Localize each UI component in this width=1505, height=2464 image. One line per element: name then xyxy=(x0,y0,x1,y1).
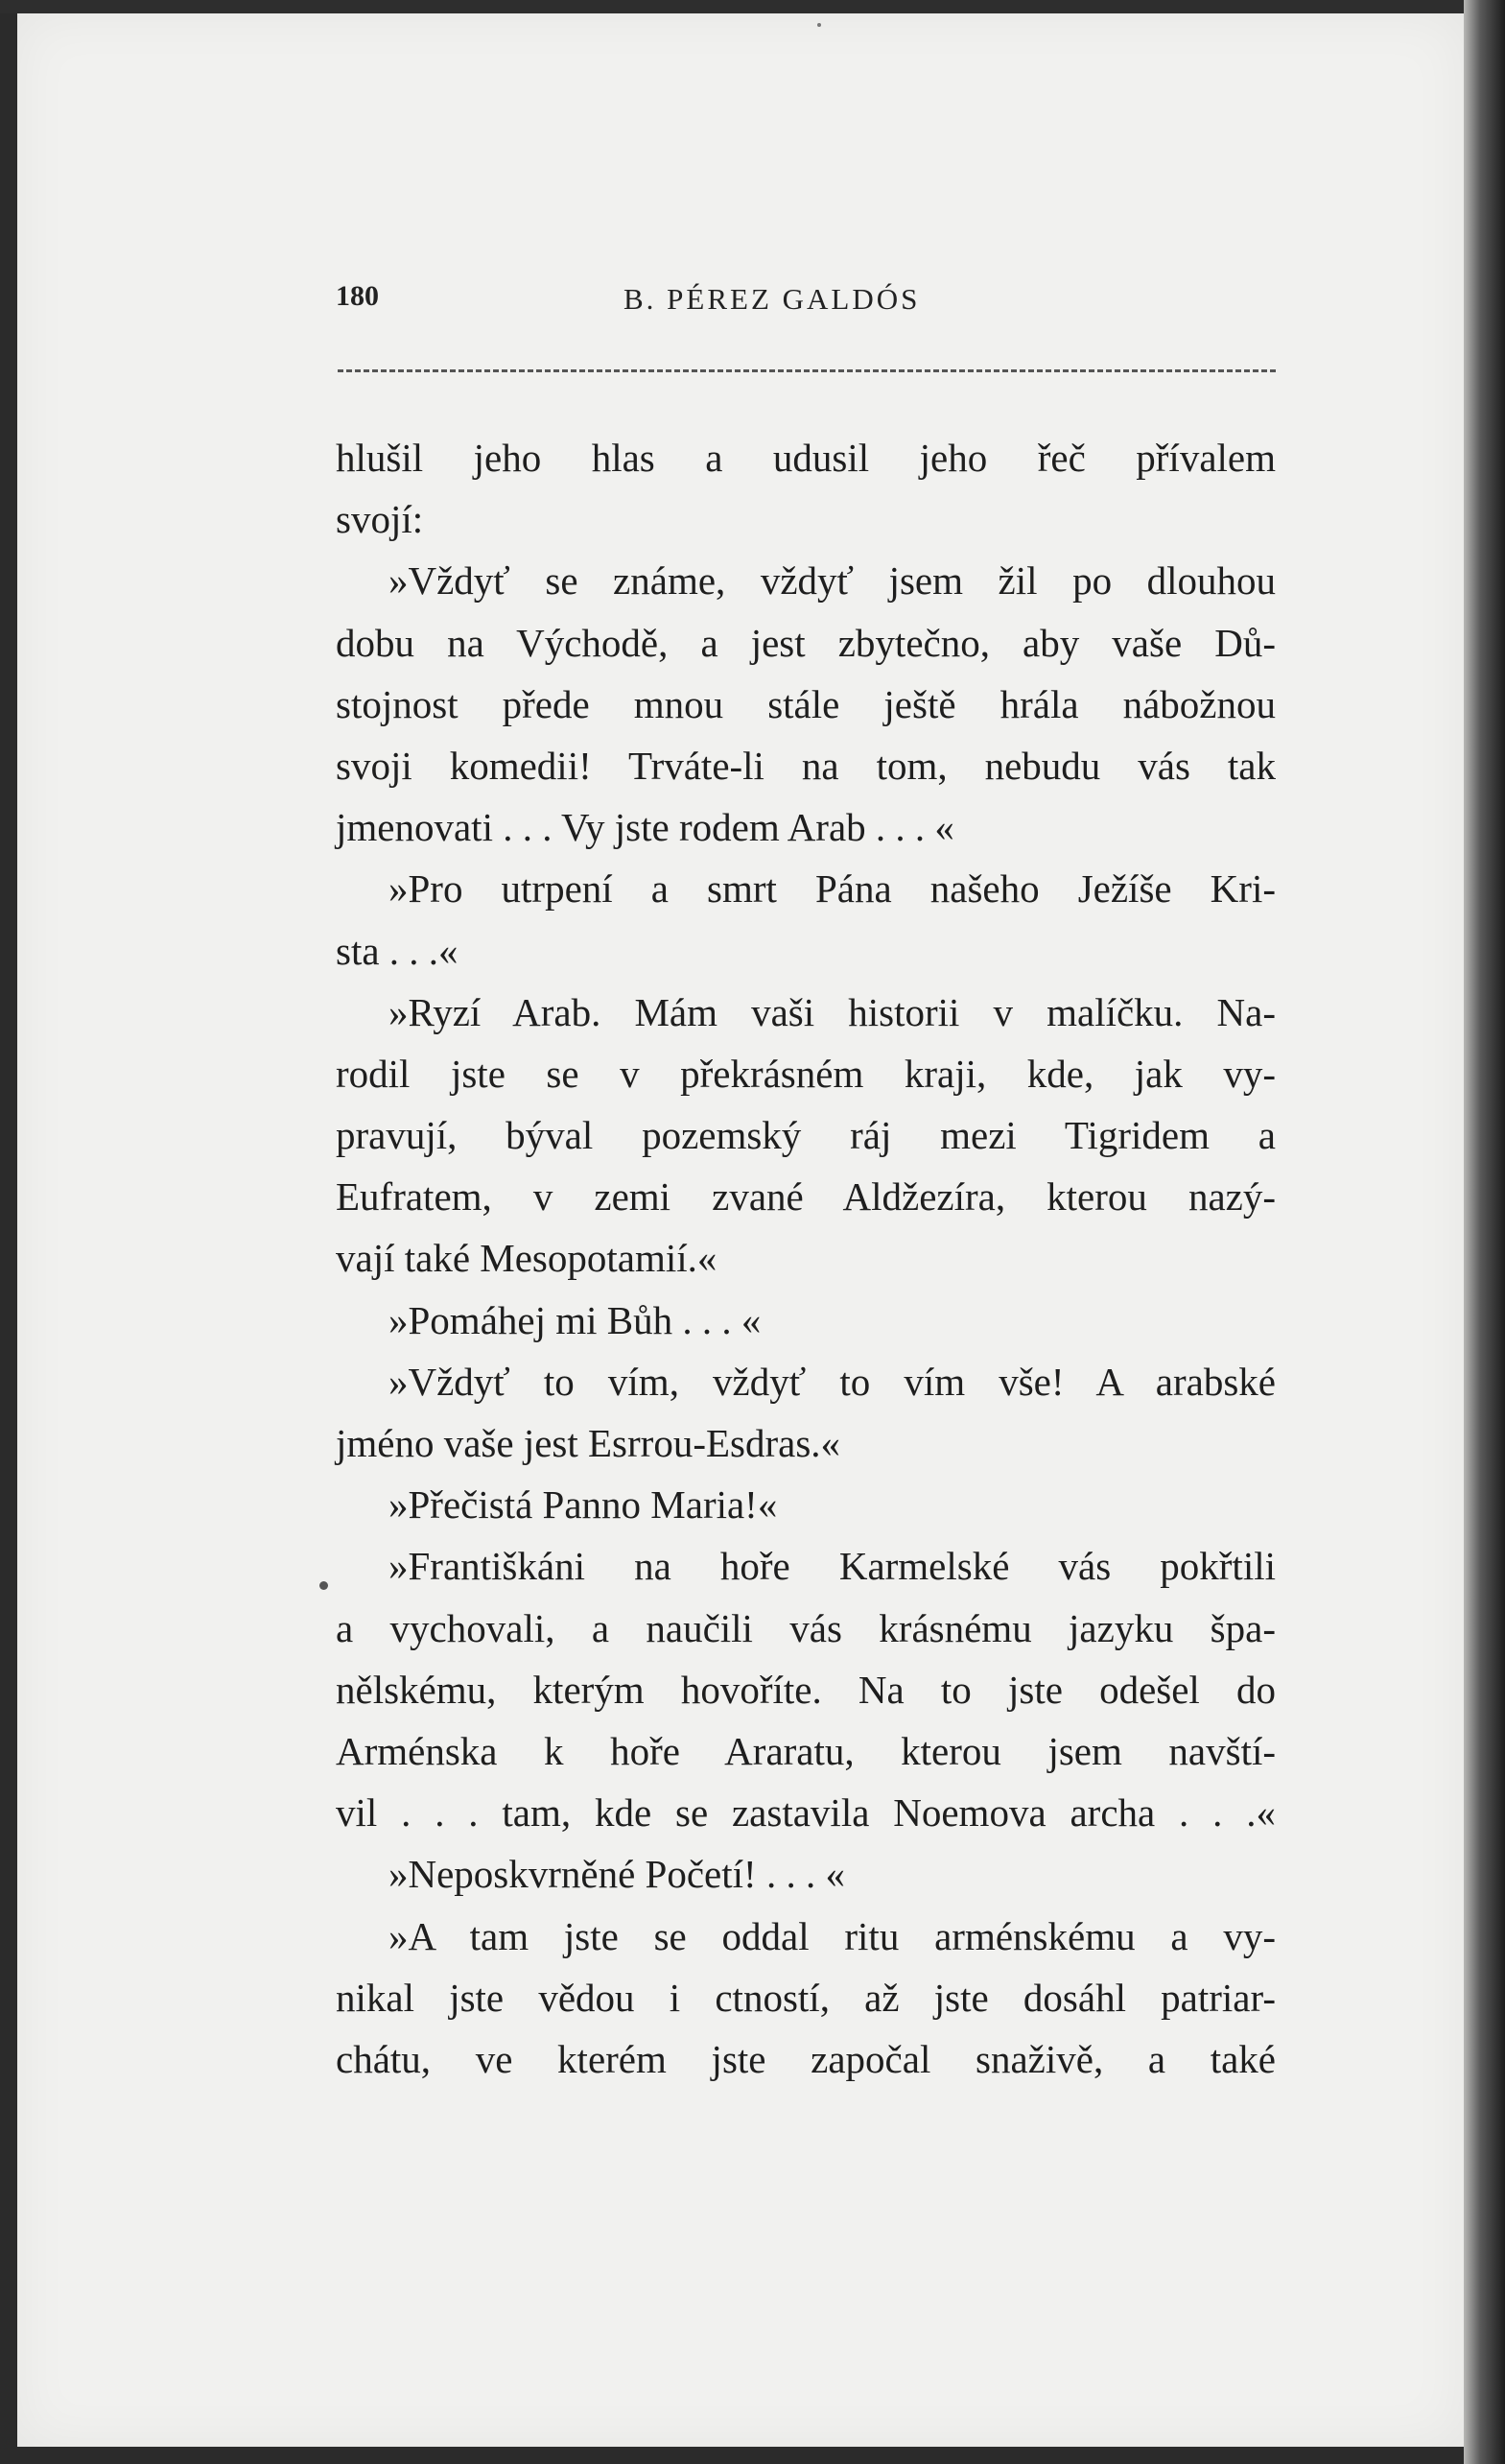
text-line: a vychovali, a naučili vás krásnému jazyku špa- xyxy=(336,1605,1276,1650)
text-line: jméno vaše jest Esrrou-Esdras.« xyxy=(336,1421,841,1465)
text-line: rodil jste se v překrásném kraji, kde, jak vy- xyxy=(336,1051,1276,1096)
text-line: hlušil jeho hlas a udusil jeho řeč přívalem xyxy=(336,436,1276,480)
page-header xyxy=(336,280,1276,328)
text-line: »Ryzí Arab. Mám vaši historii v malíčku. Na- xyxy=(388,989,1276,1034)
page-number: 180 xyxy=(336,280,379,312)
header-rule xyxy=(338,369,1276,372)
text-line: pravují, býval pozemský ráj mezi Tigridem a xyxy=(336,1113,1276,1158)
text-line: Arménska k hoře Araratu, kterou jsem navští- xyxy=(336,1728,1276,1773)
text-line: jmenovati . . . Vy jste rodem Arab . . . « xyxy=(336,805,954,850)
running-head: B. PÉREZ GALDÓS xyxy=(623,282,921,316)
text-line: chátu, ve kterém jste započal snaživě, a také xyxy=(336,2036,1276,2081)
scan-right-edge xyxy=(1464,0,1505,2464)
text-line: »Neposkvrněné Početí! . . . « xyxy=(388,1852,845,1897)
text-line: »Přečistá Panno Maria!« xyxy=(388,1482,778,1528)
text-line: Eufratem, v zemi zvané Aldžezíra, kterou nazý- xyxy=(336,1174,1276,1220)
text-line: vil . . . tam, kde se zastavila Noemova archa . . .« xyxy=(336,1790,1276,1836)
text-line: »Vždyť to vím, vždyť to vím vše! A arabské xyxy=(388,1359,1276,1404)
scan-speck xyxy=(319,1581,328,1590)
body-text xyxy=(336,427,1276,2090)
scan-top-edge xyxy=(0,0,1505,13)
text-line: dobu na Východě, a jest zbytečno, aby vaše Dů- xyxy=(336,620,1276,665)
text-line: svoji komedii! Trváte-li na tom, nebudu vás tak xyxy=(336,743,1276,788)
text-line: stojnost přede mnou stále ještě hrála nábožnou xyxy=(336,681,1276,726)
text-line: »Vždyť se známe, vždyť jsem žil po dlouhou xyxy=(388,558,1276,604)
text-line: sta . . .« xyxy=(336,928,459,973)
text-line: »Františkáni na hoře Karmelské vás pokřtili xyxy=(388,1544,1276,1589)
text-line: nělskému, kterým hovoříte. Na to jste odešel do xyxy=(336,1667,1276,1712)
text-line: »Pro utrpení a smrt Pána našeho Ježíše Kri- xyxy=(388,866,1276,912)
text-line: vají také Mesopotamií.« xyxy=(336,1236,717,1281)
scan-speck xyxy=(817,23,821,27)
text-line: »A tam jste se oddal ritu arménskému a vy- xyxy=(388,1913,1276,1958)
text-line: »Pomáhej mi Bůh . . . « xyxy=(388,1297,762,1342)
text-line: nikal jste vědou i ctností, až jste dosáhl patriar- xyxy=(336,1975,1276,2020)
text-line: svojí: xyxy=(336,497,424,542)
